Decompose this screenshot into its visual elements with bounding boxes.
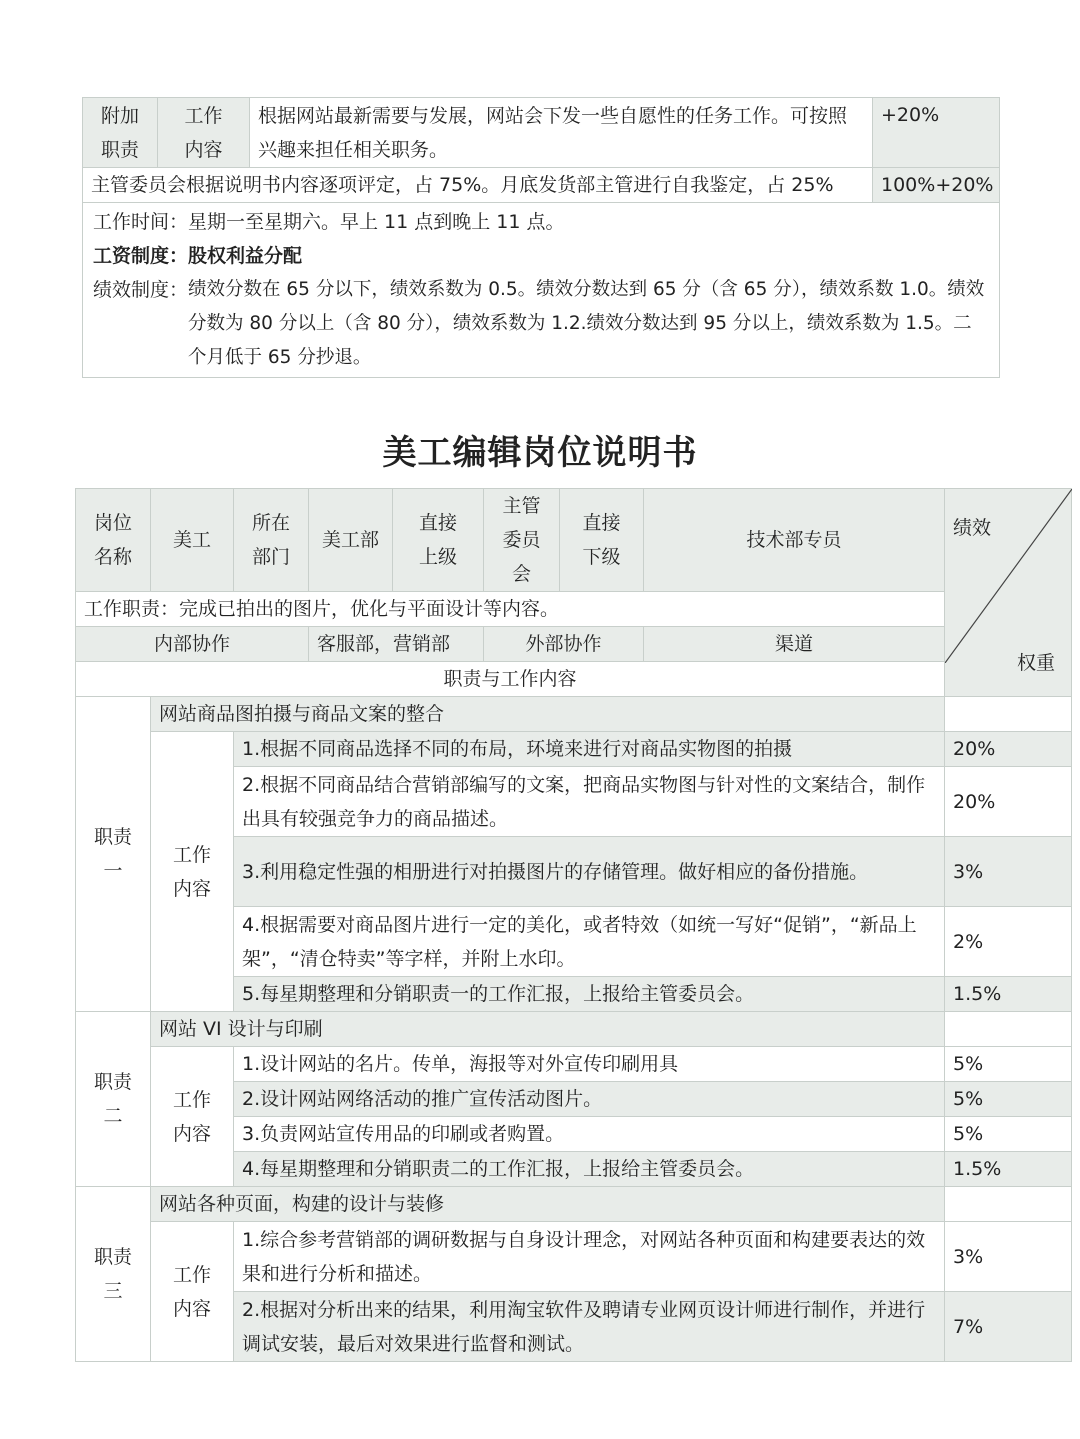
performance-label: 绩效 — [953, 517, 992, 539]
duty-3-item-2-weight: 7% — [945, 1292, 1072, 1362]
subordinate-value: 技术部专员 — [644, 489, 945, 592]
post-name: 美工 — [151, 489, 234, 592]
performance-value: 绩效分数在 65 分以下，绩效系数为 0.5。绩效分数达到 65 分（含 65 分），绩效系数 1.0。绩效分数为 80 分以上（含 80 分），绩效系数为 1.2.绩效分数达到 95 分以上，绩效系数为 1.5。二个月低于 65 分抄退。 — [188, 279, 985, 368]
duty-line: 工作职责：完成已拍出的图片，优化与平面设计等内容。 — [76, 592, 945, 627]
duty-2-item-1: 1.设计网站的名片。传单，海报等对外宣传印刷用具 — [234, 1047, 945, 1082]
subordinate-label: 直接下级 — [560, 489, 644, 592]
duty-1-item-5-weight: 1.5% — [945, 977, 1072, 1012]
evaluation-text: 主管委员会根据说明书内容逐项评定，占 75%。月底发货部主管进行自我鉴定，占 25% — [83, 168, 873, 203]
performance-label: 绩效制度： — [93, 279, 189, 301]
duty-3-item-2: 2.根据对分析出来的结果，利用淘宝软件及聘请专业网页设计师进行制作，并进行调试安装，最后对效果进行监督和测试。 — [234, 1292, 945, 1362]
dept-value: 美工部 — [309, 489, 393, 592]
performance-row — [93, 273, 989, 375]
duty-2-item-2: 2.设计网站网络活动的推广宣传活动图片。 — [234, 1082, 945, 1117]
dept-label: 所在部门 — [234, 489, 309, 592]
duty-1-item-4-weight: 2% — [945, 907, 1072, 977]
external-collab-label: 外部协作 — [484, 627, 644, 662]
duty-1-item-5: 5.每星期整理和分销职责一的工作汇报，上报给主管委员会。 — [234, 977, 945, 1012]
salary-value: 股权利益分配 — [188, 245, 303, 267]
superior-value: 主管委员会 — [484, 489, 560, 592]
duty-2-item-3: 3.负责网站宣传用品的印刷或者购置。 — [234, 1117, 945, 1152]
extra-duty-weight: +20% — [873, 98, 1000, 168]
work-content-label: 工作内容 — [158, 98, 250, 168]
extra-duty-text: 根据网站最新需要与发展，网站会下发一些自愿性的任务工作。可按照兴趣来担任相关职务。 — [250, 98, 873, 168]
superior-label: 直接上级 — [393, 489, 484, 592]
job-description-table — [75, 488, 1072, 1362]
section-label: 职责与工作内容 — [76, 662, 945, 697]
performance-weight-header — [945, 489, 1072, 697]
internal-collab-value: 客服部，营销部 — [309, 627, 484, 662]
duty-3-title-weight — [945, 1187, 1072, 1222]
evaluation-weight: 100%+20% — [873, 168, 1000, 203]
duty-1-item-4: 4.根据需要对商品图片进行一定的美化，或者特效（如统一写好“促销”，“新品上架”，“清仓特卖”等字样，并附上水印。 — [234, 907, 945, 977]
duty-3-label: 职责三 — [76, 1187, 151, 1362]
duty-1-item-2-weight: 20% — [945, 767, 1072, 837]
extra-duty-table — [82, 97, 1000, 378]
duty-3-item-1-weight: 3% — [945, 1222, 1072, 1292]
salary-label: 工资制度： — [93, 245, 189, 267]
duty-2-work-label: 工作内容 — [151, 1047, 234, 1187]
post-name-label: 岗位名称 — [76, 489, 151, 592]
duty-1-item-3-weight: 3% — [945, 837, 1072, 907]
salary-row — [93, 239, 989, 273]
external-collab-value: 渠道 — [644, 627, 945, 662]
policy-info — [83, 203, 1000, 378]
work-time-label: 工作时间： — [93, 211, 189, 233]
weight-label: 权重 — [1017, 652, 1056, 674]
duty-1-item-2: 2.根据不同商品结合营销部编写的文案，把商品实物图与针对性的文案结合，制作出具有较强竞争力的商品描述。 — [234, 767, 945, 837]
extra-duty-label: 附加职责 — [83, 98, 158, 168]
duty-3-title: 网站各种页面，构建的设计与装修 — [151, 1187, 945, 1222]
duty-1-title-weight — [945, 697, 1072, 732]
duty-1-item-1: 1.根据不同商品选择不同的布局，环境来进行对商品实物图的拍摄 — [234, 732, 945, 767]
duty-1-label: 职责一 — [76, 697, 151, 1012]
duty-1-item-1-weight: 20% — [945, 732, 1072, 767]
duty-3-item-1: 1.综合参考营销部的调研数据与自身设计理念，对网站各种页面和构建要表达的效果和进行分析和描述。 — [234, 1222, 945, 1292]
page-title: 美工编辑岗位说明书 — [382, 433, 698, 473]
duty-1-work-label: 工作内容 — [151, 732, 234, 1012]
duty-1-title: 网站商品图拍摄与商品文案的整合 — [151, 697, 945, 732]
duty-2-item-4-weight: 1.5% — [945, 1152, 1072, 1187]
internal-collab-label: 内部协作 — [76, 627, 309, 662]
duty-2-title: 网站 VI 设计与印刷 — [151, 1012, 945, 1047]
duty-2-item-4: 4.每星期整理和分销职责二的工作汇报，上报给主管委员会。 — [234, 1152, 945, 1187]
work-time-value: 星期一至星期六。早上 11 点到晚上 11 点。 — [188, 211, 565, 233]
work-time-row — [93, 205, 989, 239]
duty-2-title-weight — [945, 1012, 1072, 1047]
duty-1-item-3: 3.利用稳定性强的相册进行对拍摄图片的存储管理。做好相应的备份措施。 — [234, 837, 945, 907]
duty-2-item-2-weight: 5% — [945, 1082, 1072, 1117]
duty-2-item-1-weight: 5% — [945, 1047, 1072, 1082]
duty-2-label: 职责二 — [76, 1012, 151, 1187]
duty-3-work-label: 工作内容 — [151, 1222, 234, 1362]
duty-2-item-3-weight: 5% — [945, 1117, 1072, 1152]
